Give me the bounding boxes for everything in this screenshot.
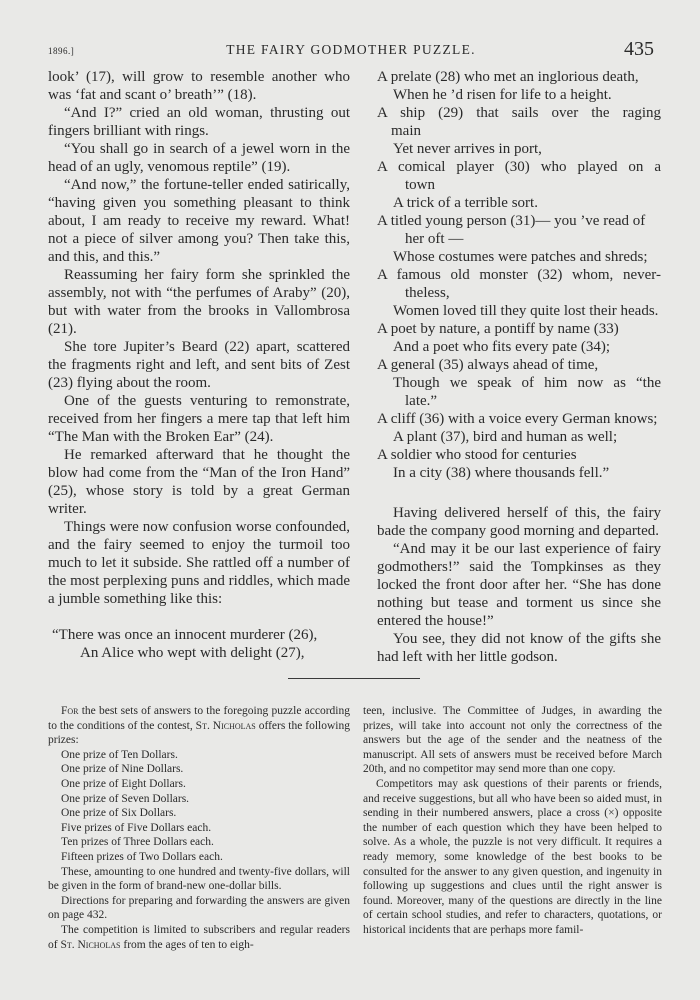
poem-line: A titled young person (31)— you ’ve read of [377, 213, 646, 229]
notice-intro [48, 704, 350, 748]
prize-item: Five prizes of Five Dollars each. [61, 821, 212, 834]
prize-item: One prize of Six Dollars. [61, 807, 177, 820]
notice-directions: Directions for preparing and forwarding the answers are given on page 432. [48, 894, 350, 922]
prize-item: Ten prizes of Three Dollars each. [61, 836, 214, 849]
competition-text: The competition is limited to subscribers and regular readers of [48, 923, 350, 951]
paragraph: One of the guests venturing to remonstrate, received from her fingers a mere tap that left him “The Man with the Broken Ear” (24). [48, 393, 350, 445]
paragraph: She tore Jupiter’s Beard (22) apart, scattered the fragments right and left, and sent bits of Zest (23) flying about the room. [48, 339, 350, 391]
prize-item: One prize of Seven Dollars. [61, 792, 190, 805]
section-divider [288, 678, 420, 679]
paragraph: He remarked afterward that he thought the blow had come from the “Man of the Iron Hand” (25), whose story is told by a great German writer. [48, 447, 350, 517]
poem-line: In a city (38) where thousands fell.” [393, 465, 610, 481]
paragraph: You see, they did not know of the gifts she had left with her little godson. [377, 631, 661, 665]
story-right-column [377, 68, 661, 666]
paragraph: Things were now confusion worse confounded, and the fairy seemed to enjoy the turmoil too much to let it subside. She rattled off a number of the most perplexing puns and riddles, which made a jumble something like this: [48, 519, 350, 607]
paragraph: Reassuming her fairy form she sprinkled the assembly, not with “the perfumes of Araby” (20), but with water from the brooks in Vallombrosa (21). [48, 267, 350, 337]
paragraph: “And may it be our last experience of fairy godmothers!” said the Tompkinses as they locked the front door after her. “She has done nothing but tease and torment us since she entered the house!” [377, 541, 661, 629]
notice-competitors: Competitors may ask questions of their parents or friends, and receive suggestions, but all who have been so aided must, in sending in their numbered answers, place a cross (×) opposite the number of each question which they have been helped to solve. As a whole, the puzzle is not very difficult. It requires a ready memory, some knowledge of the best books to be consulted for the answer to any given question, and ingenuity in following up suggestions and clues until the right answer is found. Moreover, many of the questions are directly in the line of certain school studies, and refer to characters, quotations, or historical incidents that are perhaps more famil- [363, 777, 662, 936]
page-number: 435 [624, 38, 654, 60]
notice-intro-text: the best sets of answers to the foregoing puzzle according to the conditions of the contest, [48, 705, 350, 732]
notice-intro-text: offers the following prizes: [48, 719, 350, 747]
poem-line: “There was once an innocent murderer (26), [52, 627, 318, 643]
poem-line: A soldier who stood for centuries [377, 447, 577, 463]
paragraph: “You shall go in search of a jewel worn in the head of an ugly, venomous reptile” (19). [48, 141, 350, 175]
prize-item: One prize of Nine Dollars. [61, 763, 184, 776]
poem-line: A general (35) always ahead of time, [377, 357, 599, 373]
poem-line: Yet never arrives in port, [393, 141, 542, 157]
poem-line: When he ’d risen for life to a height. [393, 87, 612, 103]
magazine-name: St. Nicholas [60, 938, 121, 951]
poem-line: late.” [405, 393, 438, 409]
prize-item: One prize of Ten Dollars. [61, 748, 178, 761]
paragraph: Having delivered herself of this, the fairy bade the company good morning and departed. [377, 505, 661, 539]
poem-line: A poet by nature, a pontiff by name (33) [377, 321, 619, 337]
poem-line: A prelate (28) who met an inglorious death, [377, 69, 639, 85]
poem-line: A plant (37), bird and human as well; [393, 429, 618, 445]
notice-competition [48, 923, 350, 952]
paragraph: “And now,” the fortune-teller ended satirically, “having given you something pleasant to think about, I am ready to receive my reward. What! not a piece of silver among you? Then take this, and this, and this.” [48, 177, 350, 265]
competition-text: from the ages of ten to eigh- [120, 938, 254, 951]
poem-line: her oft — [405, 231, 464, 247]
poem-line: A cliff (36) with a voice every German knows; [377, 411, 658, 427]
poem-line: A comical player (30) who played on a [377, 159, 661, 175]
header-year: 1896.] [48, 46, 75, 56]
notice-competition-continued: teen, inclusive. The Committee of Judges, in awarding the prizes, will take into account not only the correctness of the answers but the age of the sender and the neatness of the manuscript. All sets of answers must be received before March 20th, and no competitor may send more than one copy. [363, 705, 662, 776]
poem-line: An Alice who wept with delight (27), [80, 645, 305, 661]
paragraph: “And I?” cried an old woman, thrusting out fingers brilliant with rings. [48, 105, 350, 139]
poem-line: town [405, 177, 435, 193]
running-title: THE FAIRY GODMOTHER PUZZLE. [226, 42, 476, 57]
prize-notice-left [48, 704, 350, 952]
poem-line: A ship (29) that sails over the raging [377, 105, 661, 121]
poem-line: Women loved till they quite lost their heads. [393, 303, 659, 319]
story-left-column [48, 68, 350, 662]
poem-line: main [391, 123, 421, 139]
poem-line: theless, [405, 285, 450, 301]
poem-line: Whose costumes were patches and shreds; [393, 249, 648, 265]
poem-line: A trick of a terrible sort. [393, 195, 538, 211]
prize-item: One prize of Eight Dollars. [61, 777, 186, 790]
prize-list [48, 748, 350, 865]
prize-notice-right [363, 704, 662, 938]
prize-item: Fifteen prizes of Two Dollars each. [61, 850, 223, 863]
notice-total: These, amounting to one hundred and twenty-five dollars, will be given in the form of brand-new one-dollar bills. [48, 865, 350, 893]
poem-line: Though we speak of him now as “the [393, 375, 661, 391]
poem-opening [48, 626, 350, 662]
poem-line: A famous old monster (32) whom, never- [377, 267, 661, 283]
page-header [48, 40, 654, 64]
magazine-name: St. Nicholas [195, 719, 256, 732]
poem-continued [377, 68, 661, 482]
notice-lead-word: For [61, 705, 79, 717]
poem-line: And a poet who fits every pate (34); [393, 339, 611, 355]
paragraph: look’ (17), will grow to resemble another who was ‘fat and scant o’ breath’” (18). [48, 69, 350, 103]
